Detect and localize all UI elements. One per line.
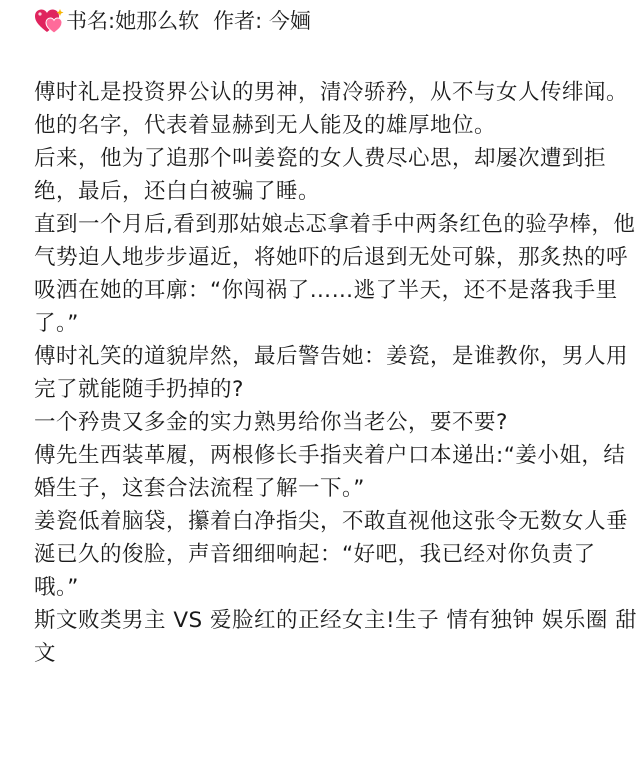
synopsis-paragraph: 一个矜贵又多金的实力熟男给你当老公，要不要? xyxy=(34,410,508,435)
sparkling-heart-icon xyxy=(34,8,64,34)
synopsis-paragraph: 傅时礼笑的道貌岸然，最后警告她：姜瓷，是谁教你，男人用完了就能随手扔掉的? xyxy=(34,344,629,402)
synopsis-paragraph: 他的名字，代表着显赫到无人能及的雄厚地位。 xyxy=(34,113,497,138)
synopsis-paragraph: 傅先生西装革履，两根修长手指夹着户口本递出:“姜小姐，结婚生子，这套合法流程了解一下。” xyxy=(34,443,626,501)
synopsis-paragraph: 姜瓷低着脑袋，攥着白净指尖，不敢直视他这张令无数女人垂涎已久的俊脸，声音细细响起：“好吧，我已经对你负责了哦。” xyxy=(34,509,629,600)
book-author: 作者: 今婳 xyxy=(213,9,311,33)
book-header xyxy=(34,6,311,36)
synopsis-paragraph: 后来，他为了追那个叫姜瓷的女人费尽心思，却屡次遭到拒绝，最后，还白白被骗了睡。 xyxy=(34,146,607,204)
synopsis-paragraph: 傅时礼是投资界公认的男神，清冷骄矜，从不与女人传绯闻。 xyxy=(34,80,629,105)
tags-line: 斯文败类男主 VS 爱脸红的正经女主!生子 情有独钟 娱乐圈 甜文 xyxy=(34,608,638,666)
synopsis-paragraph: 直到一个月后,看到那姑娘忐忑拿着手中两条红色的验孕棒，他气势迫人地步步逼近，将她吓的后退到无处可躲，那炙热的呼吸洒在她的耳廓：“你闯祸了……逃了半天，还不是落我手里了。” xyxy=(34,212,636,336)
book-title: 书名:她那么软 xyxy=(66,9,200,33)
synopsis xyxy=(34,76,638,670)
